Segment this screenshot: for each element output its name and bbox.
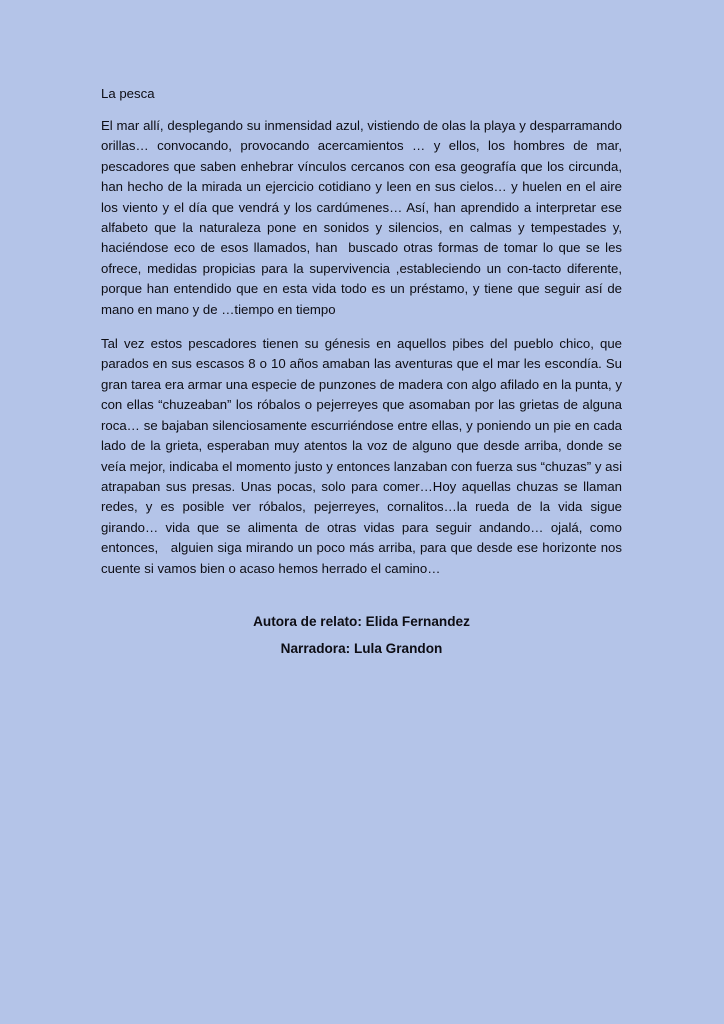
author-attribution: Autora de relato: Elida Fernandez: [253, 613, 470, 629]
document-title: La pesca: [101, 86, 155, 101]
narrator-attribution: Narradora: Lula Grandon: [280, 640, 443, 656]
body-paragraph-2: Tal vez estos pescadores tienen su génesis en aquellos pibes del pueblo chico, que parados en sus escasos 8 o 10 años amaban las aventuras que el mar les escondía. Su gran tarea era armar una especie de punzones de madera con algo afilado en la punta, y con ellas “chuzeaban” los róbalos o pejerreyes que asomaban por las grietas de alguna roca… se bajaban silenciosamente escurriéndose entre ellas, y poniendo un pie en cada lado de la grieta, esperaban muy atentos la voz de alguno que desde arriba, donde se veía mejor, indicaba el momento justo y entonces lanzaban con fuerza sus “chuzas” y asi atrapaban sus presas. Unas pocas, solo para comer…Hoy aquellas chuzas se llaman redes, y es posible ver róbalos, pejerreyes, cornalitos…la rueda de la vida sigue girando… vida que se alimenta de otras vidas para seguir andando… ojalá, como entonces, alguien siga mirando un poco más arriba, para que desde ese horizonte nos cuente si vamos bien o acaso hemos herrado el camino…: [101, 336, 626, 576]
attribution-block: [101, 608, 622, 662]
document-content: [101, 84, 626, 662]
body-paragraph-1: El mar allí, desplegando su inmensidad azul, vistiendo de olas la playa y desparramando orillas… convocando, provocando acercamientos … y ellos, los hombres de mar, pescadores que saben enhebrar vínculos cercanos con esa geografía que los circunda, han hecho de la mirada un ejercicio cotidiano y leen en sus cielos… y huelen en el aire los viento y el día que vendrá y los cardúmenes… Así, han aprendido a interpretar ese alfabeto que la naturaleza pone en sonidos y silencios, en calmas y tempestades y, haciéndose eco de esos llamados, han buscado otras formas de tomar lo que se les ofrece, medidas propicias para la supervivencia ,estableciendo un con-tacto diferente, porque han entendido que en esta vida todo es un préstamo, y tiene que seguir así de mano en mano y de …tiempo en tiempo: [101, 118, 626, 317]
